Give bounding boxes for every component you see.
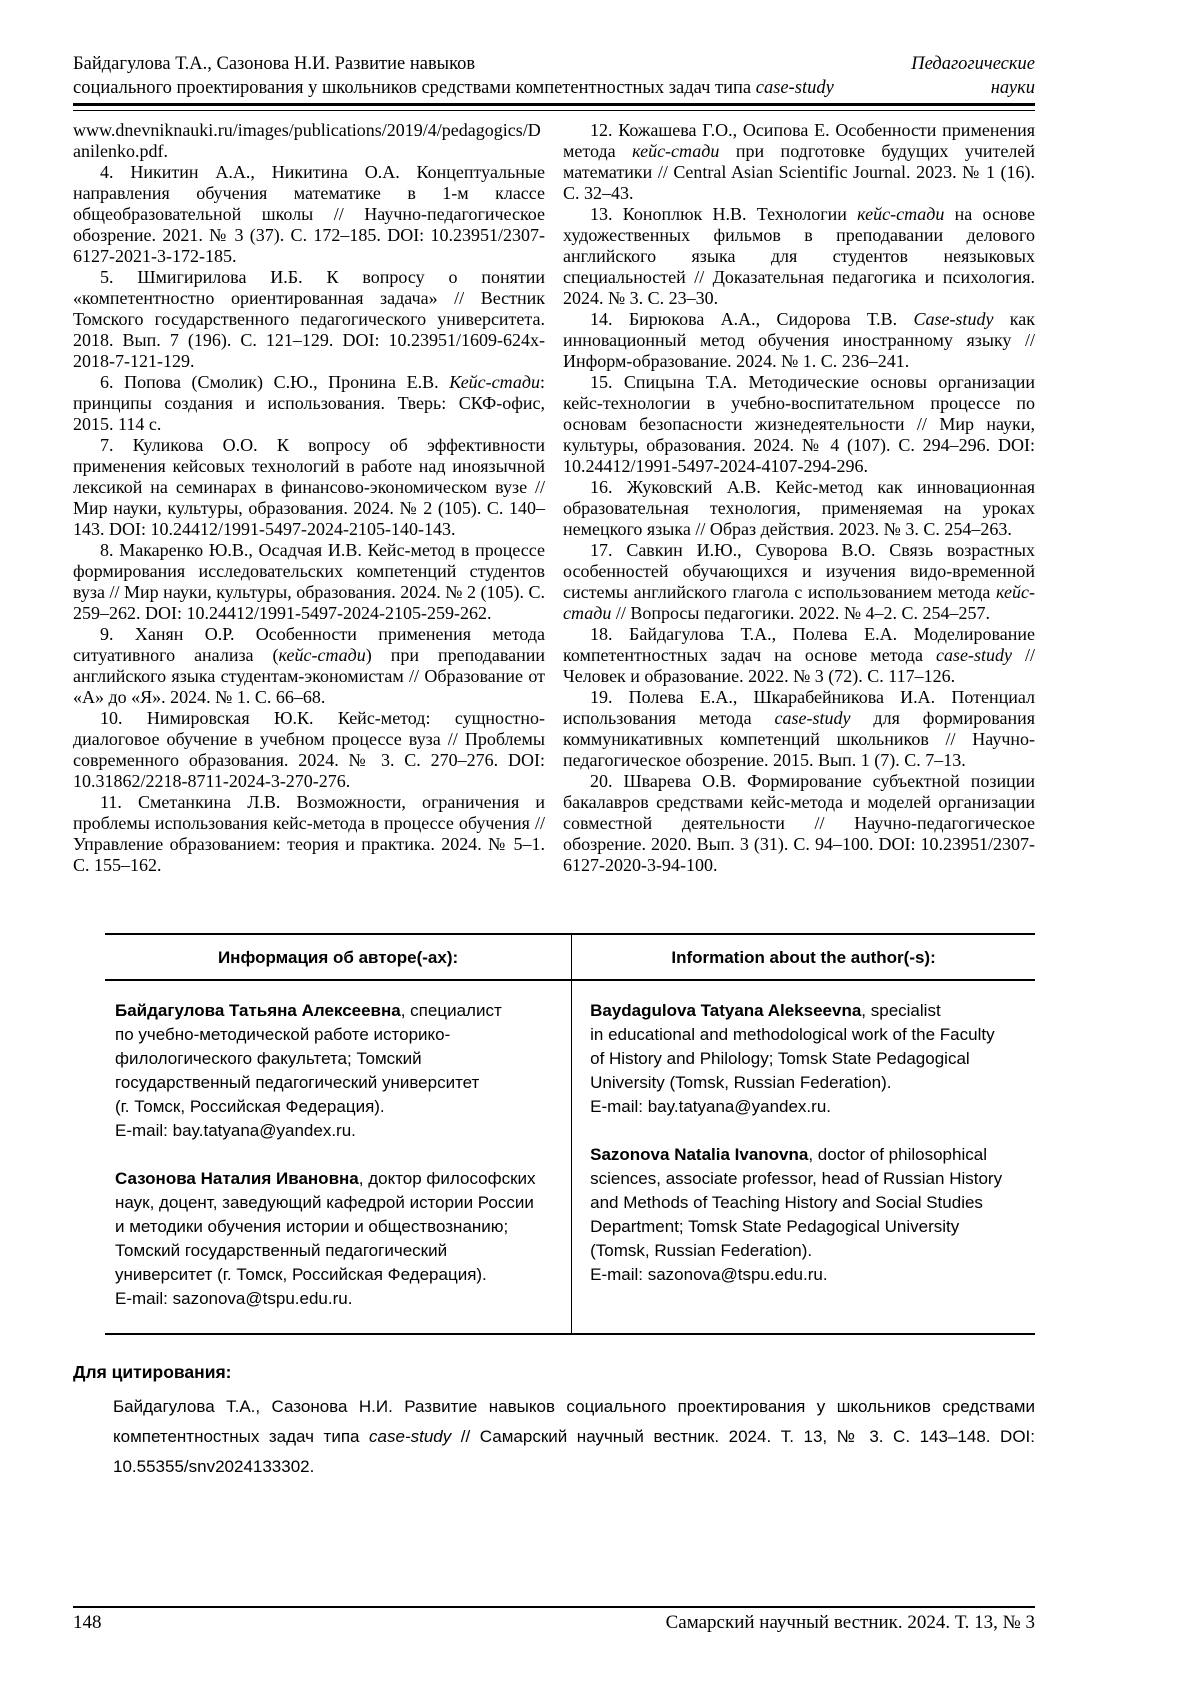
reference-item: 13. Коноплюк Н.В. Технологии кейс-стади на основе художественных фильмов в преподавании делового английского языка для студентов неязыковых специальностей // Доказательная педагогика и психология. 2024. № 3. С. 23–30.: [563, 204, 1035, 308]
reference-item: 9. Ханян О.Р. Особенности применения метода ситуативного анализа (кейс-стади) при преподавании английского языка студентам-экономистам // Образование от «А» до «Я». 2024. № 1. С. 66–68.: [73, 624, 545, 707]
reference-item: www.dnevniknauki.ru/images/publications/2019/4/pedagogics/Danilenko.pdf.: [73, 120, 541, 161]
citation-text: Байдагулова Т.А., Сазонова Н.И. Развитие навыков социального проектирования у школьников средствами компетентностных задач типа case-study // Самарский научный вестник. 2024. Т. 13, № 3. С. 143–148. DOI: 10.55355/snv2024133302.: [113, 1397, 1036, 1476]
header-rule: [73, 103, 1035, 111]
reference-item: 10. Нимировская Ю.К. Кейс-метод: сущностно-диалоговое обучение в учебном процессе вуза // Проблемы современного образования. 2024. № 3. С. 270–276. DOI: 10.31862/2218-8711-2024-3-270-276.: [73, 708, 545, 791]
reference-item: 16. Жуковский А.В. Кейс-метод как инновационная образовательная технология, применяемая на уроках немецкого языка // Образ действия. 2023. № 3. С. 254–263.: [563, 477, 1035, 539]
references-column-left: [73, 120, 545, 876]
author-block: Baydagulova Tatyana Alekseevna, specialist in educational and methodological work of the Faculty of History and Philology; Tomsk State Pedagogical University (Tomsk, Russian Federation). E-mail: bay.tatyana@yandex.ru.: [590, 1001, 995, 1116]
authors-table-body-row: [105, 980, 1035, 1334]
reference-item: 6. Попова (Смолик) С.Ю., Пронина Е.В. Кейс-стади: принципы создания и использования. Тверь: СКФ-офис, 2015. 114 с.: [73, 372, 545, 434]
authors-cell-en: [572, 980, 1035, 1334]
reference-item: 14. Бирюкова А.А., Сидорова Т.В. Case-study как инновационный метод обучения иностранному языку // Информ-образование. 2024. № 1. С. 236–241.: [563, 309, 1035, 371]
references-section: [73, 120, 1035, 876]
reference-item: 8. Макаренко Ю.В., Осадчая И.В. Кейс-метод в процессе формирования исследовательских компетенций студентов вуза // Мир науки, культуры, образования. 2024. № 2 (105). С. 259–262. DOI: 10.24412/1991-5497-2024-2105-259-262.: [73, 540, 545, 623]
page-footer: [73, 1606, 1035, 1634]
reference-item: 5. Шмигирилова И.Б. К вопросу о понятии «компетентностно ориентированная задача» // Вестник Томского государственного педагогического университета. 2018. Вып. 7 (196). С. 121–129. DOI: 10.23951/1609-624x-2018-7-121-129.: [73, 267, 545, 371]
authors-table-header-ru: Информация об авторе(-ах):: [105, 934, 572, 980]
reference-item: 11. Сметанкина Л.В. Возможности, ограничения и проблемы использования кейс-метода в процессе обучения // Управление образованием: теория и практика. 2024. № 5–1. С. 155–162.: [73, 792, 545, 875]
citation-label: Для цитирования:: [73, 1362, 232, 1382]
page-number: 148: [73, 1612, 102, 1633]
reference-item: 18. Байдагулова Т.А., Полева Е.А. Моделирование компетентностных задач на основе метода case-study // Человек и образование. 2022. № 3 (72). С. 117–126.: [563, 624, 1035, 686]
reference-item: 12. Кожашева Г.О., Осипова Е. Особенности применения метода кейс-стади при подготовке будущих учителей математики // Central Asian Scientific Journal. 2023. № 1 (16). С. 32–43.: [563, 120, 1035, 203]
authors-table-header-row: [105, 934, 1035, 980]
reference-item: 19. Полева Е.А., Шкарабейникова И.А. Потенциал использования метода case-study для формирования коммуникативных компетенций школьников // Научно-педагогическое обозрение. 2015. Вып. 1 (7). С. 7–13.: [563, 687, 1035, 770]
reference-item: 4. Никитин А.А., Никитина О.А. Концептуальные направления обучения математике в 1-м классе общеобразовательной школы // Научно-педагогическое обозрение. 2021. № 3 (37). С. 172–185. DOI: 10.23951/2307-6127-2021-3-172-185.: [73, 162, 545, 266]
footer-journal-line: Самарский научный вестник. 2024. Т. 13, № 3: [665, 1612, 1035, 1633]
authors-table-header-en: Information about the author(-s):: [572, 934, 1035, 980]
authors-cell-ru: [105, 980, 572, 1334]
reference-item: 20. Шварева О.В. Формирование субъектной позиции бакалавров средствами кейс-метода и моделей организации совместной деятельности // Научно-педагогическое обозрение. 2020. Вып. 3 (31). С. 94–100. DOI: 10.23951/2307-6127-2020-3-94-100.: [563, 771, 1035, 875]
running-head-section: Педагогические науки: [911, 54, 1035, 98]
authors-table: [105, 933, 1035, 1335]
reference-item: 7. Куликова О.О. К вопросу об эффективности применения кейсовых технологий в работе над иноязычной лексикой на семинарах в финансово-экономическом вузе // Мир науки, культуры, образования. 2024. № 2 (105). С. 140–143. DOI: 10.24412/1991-5497-2024-2105-140-143.: [73, 435, 545, 539]
running-head-title: Байдагулова Т.А., Сазонова Н.И. Развитие навыков социального проектирования у школьников средствами компетентностных задач типа case-study: [73, 54, 834, 98]
author-block: Сазонова Наталия Ивановна, доктор философских наук, доцент, заведующий кафедрой истории России и методики обучения истории и обществознанию; Томский государственный педагогический университет (г. Томск, Российская Федерация). E-mail: sazonova@tspu.edu.ru.: [115, 1169, 536, 1308]
reference-item: 17. Савкин И.Ю., Суворова В.О. Связь возрастных особенностей обучающихся и изучения видо-временной системы английского глагола с использованием метода кейс-стади // Вопросы педагогики. 2022. № 4–2. С. 254–257.: [563, 540, 1035, 623]
references-column-right: [563, 120, 1035, 876]
running-head: [73, 52, 1035, 100]
author-block: Байдагулова Татьяна Алексеевна, специалист по учебно-методической работе историко- филологического факультета; Томский государственный педагогический университет (г. Томск, Российская Федерация). E-mail: bay.tatyana@yandex.ru.: [115, 1001, 502, 1140]
citation-section: [73, 1361, 1035, 1482]
reference-item: 15. Спицына Т.А. Методические основы организации кейс-технологии в учебно-воспитательном процессе по основам безопасности жизнедеятельности // Мир науки, культуры, образования. 2024. № 4 (107). С. 294–296. DOI: 10.24412/1991-5497-2024-4107-294-296.: [563, 372, 1035, 476]
author-block: Sazonova Natalia Ivanovna, doctor of philosophical sciences, associate professor, head of Russian History and Methods of Teaching History and Social Studies Department; Tomsk State Pedagogical University (Tomsk, Russian Federation). E-mail: sazonova@tspu.edu.ru.: [590, 1145, 1003, 1284]
